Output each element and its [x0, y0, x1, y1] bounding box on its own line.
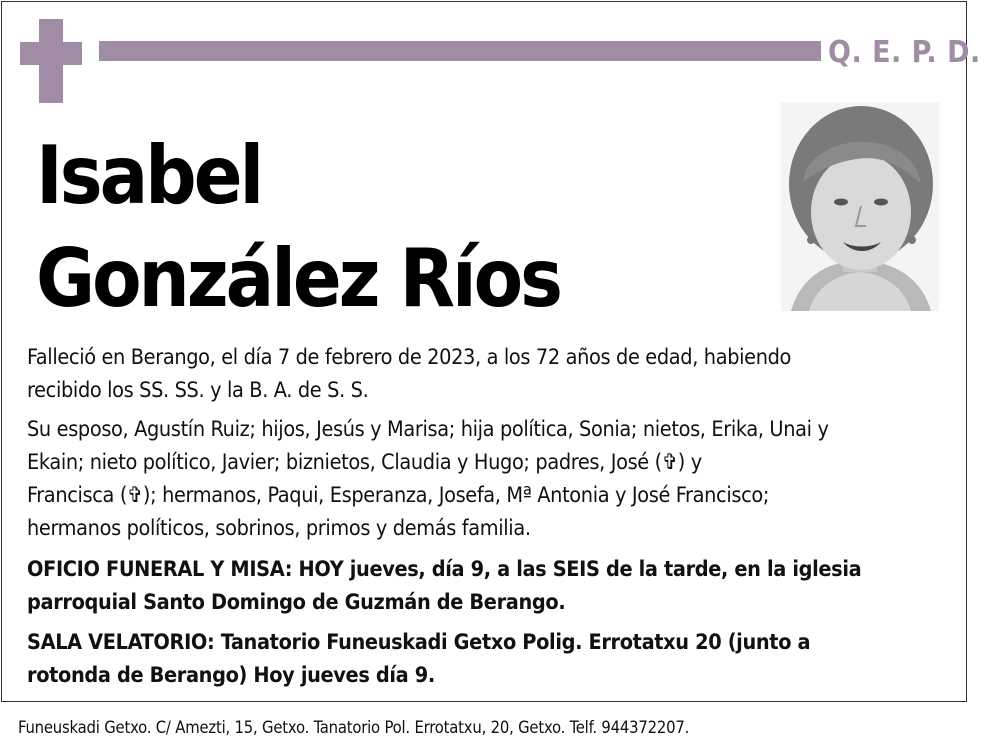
qepd-label: Q. E. P. D.: [828, 35, 981, 70]
text-segment: ) y: [677, 450, 702, 475]
header-rule: [99, 41, 821, 61]
text-segment: Ekain; nieto político, Javier; biznietos, Claudia y Hugo; padres, José (: [27, 450, 662, 475]
text-line: [27, 446, 962, 479]
deceased-last-name: González Ríos: [36, 232, 560, 325]
funeral-service-paragraph: [27, 553, 962, 619]
text-line: SALA VELATORIO: Tanatorio Funeuskadi Getxo Polig. Errotatxu 20 (junto a: [27, 630, 811, 655]
wake-room-paragraph: [27, 626, 962, 692]
obituary-frame: [1, 1, 981, 702]
cross-icon-horizontal: [20, 42, 82, 65]
funeral-home-footer: Funeuskadi Getxo. C/ Amezti, 15, Getxo. Tanatorio Pol. Errotatxu, 20, Getxo. Telf. 944372207.: [18, 718, 690, 737]
text-segment: Francisca (: [27, 483, 128, 508]
text-line: hermanos políticos, sobrinos, primos y demás familia.: [27, 516, 531, 541]
text-line: OFICIO FUNERAL Y MISA: HOY jueves, día 9, a las SEIS de la tarde, en la iglesia: [27, 557, 862, 582]
text-line: recibido los SS. SS. y la B. A. de S. S.: [27, 378, 369, 403]
family-paragraph: [27, 413, 962, 545]
small-cross-icon: ✞: [661, 450, 678, 475]
deceased-first-name: Isabel: [36, 129, 262, 222]
text-line: Su esposo, Agustín Ruiz; hijos, Jesús y Marisa; hija política, Sonia; nietos, Erika, Unai y: [27, 417, 829, 442]
text-segment: ); hermanos, Paqui, Esperanza, Josefa, Mª Antonia y José Francisco;: [142, 483, 770, 508]
text-line: Falleció en Berango, el día 7 de febrero de 2023, a los 72 años de edad, habiendo: [27, 345, 792, 370]
text-line: rotonda de Berango) Hoy jueves día 9.: [27, 663, 435, 688]
text-line: [27, 479, 962, 512]
small-cross-icon: ✞: [127, 483, 143, 508]
text-line: parroquial Santo Domingo de Guzmán de Berango.: [27, 590, 566, 615]
portrait-photo: [781, 102, 939, 311]
death-announcement-paragraph: [27, 341, 962, 407]
